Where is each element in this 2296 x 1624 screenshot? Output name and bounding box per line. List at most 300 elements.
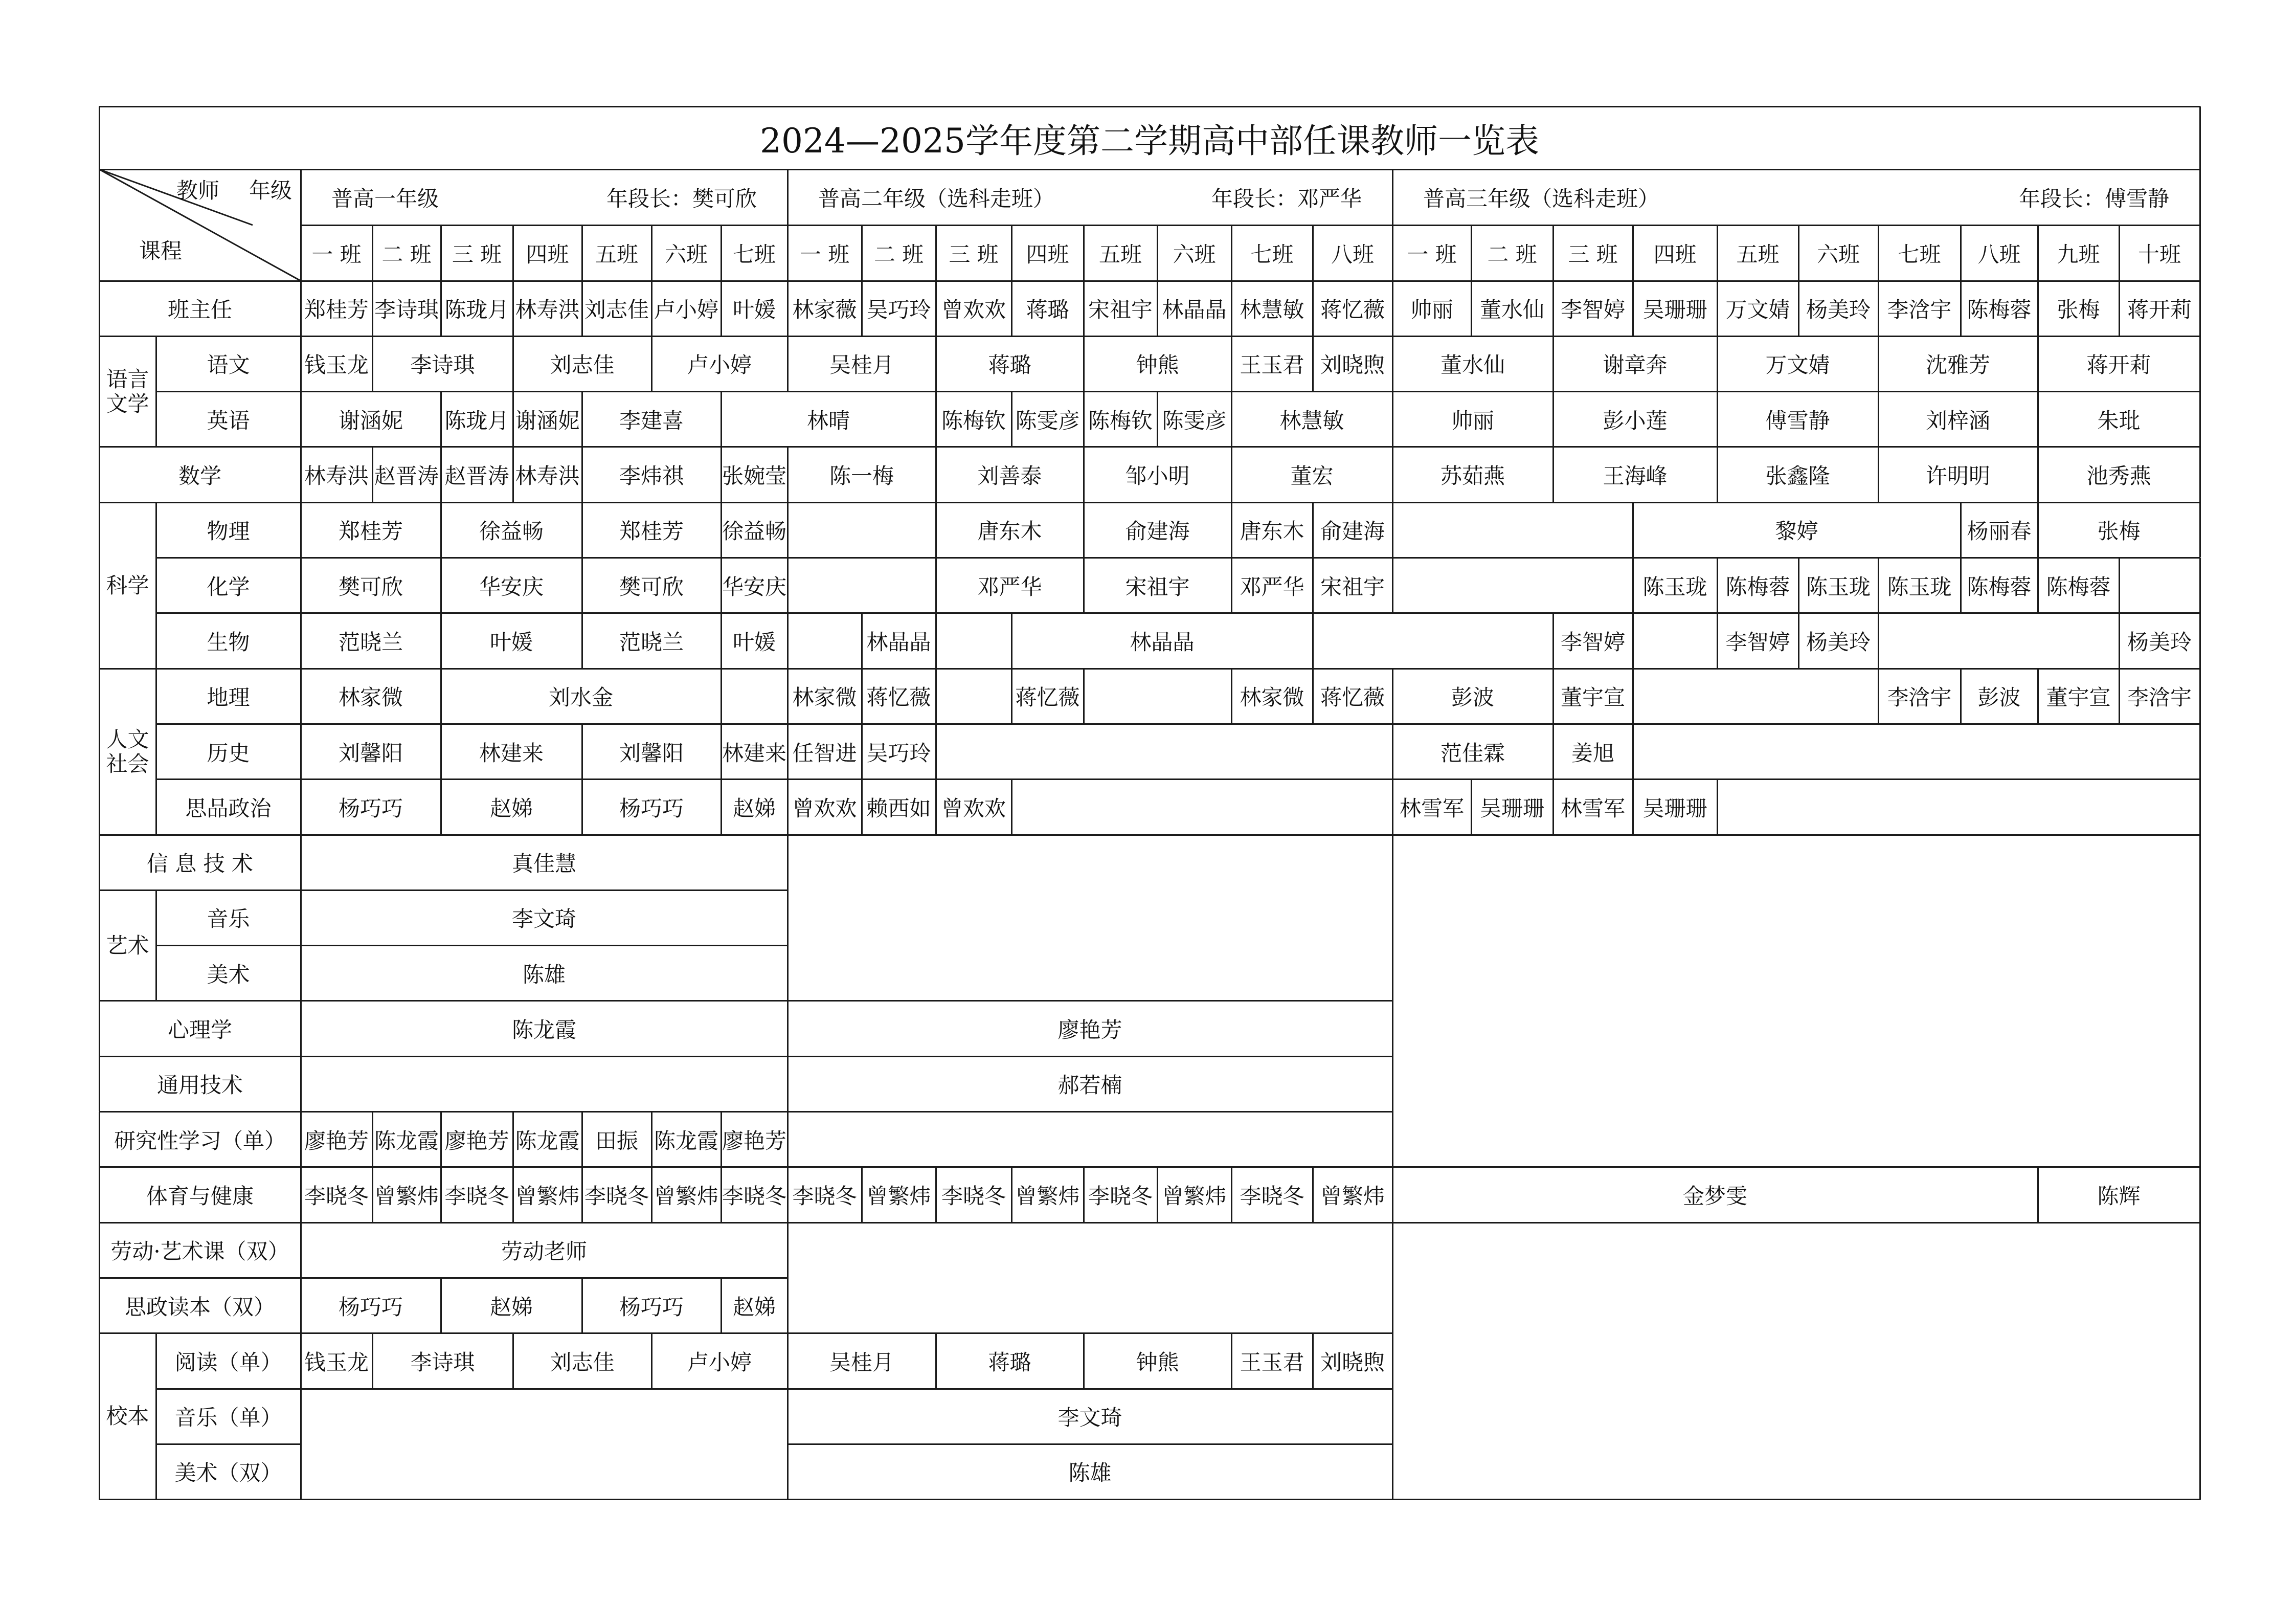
teacher-cell: 廖艳芳 [1057, 1017, 1122, 1043]
grid-line [1392, 834, 2200, 836]
teacher-cell: 范晓兰 [338, 629, 403, 655]
grid-line [1878, 669, 1879, 724]
teacher-cell: 邹小明 [1125, 463, 1190, 489]
row-label: 英语 [207, 408, 250, 433]
teacher-cell: 刘晓煦 [1320, 1349, 1385, 1375]
teacher-cell: 张婉莹 [722, 463, 786, 489]
row-label: 体育与健康 [146, 1183, 254, 1209]
teacher-cell: 卢小婷 [687, 1349, 752, 1375]
teacher-cell: 李晓冬 [941, 1183, 1006, 1209]
row-label: 数学 [178, 463, 221, 489]
teacher-cell: 刘梓涵 [1925, 408, 1990, 433]
row-label: 音乐（单） [174, 1405, 282, 1431]
teacher-cell: 陈雯彦 [1015, 408, 1080, 433]
teacher-cell: 傅雪静 [1765, 408, 1830, 433]
grid-line [721, 723, 787, 725]
grade-name: 普高一年级 [331, 186, 439, 211]
grid-line [2119, 558, 2120, 613]
teacher-cell: 叶媛 [489, 629, 533, 655]
teacher-cell: 杨美玲 [2127, 629, 2192, 655]
teacher-cell: 华安庆 [722, 574, 786, 599]
row-label: 班主任 [167, 297, 232, 323]
grid-line [1717, 780, 1718, 835]
teacher-cell: 叶媛 [732, 629, 776, 655]
teacher-cell: 郝若楠 [1057, 1073, 1122, 1098]
teacher-cell: 唐东木 [977, 519, 1042, 544]
teacher-cell: 沈雅芳 [1925, 352, 1990, 378]
grid-line [787, 835, 789, 1001]
teacher-cell: 杨巧巧 [619, 795, 684, 821]
row-label: 信 息 技 术 [146, 851, 254, 877]
teacher-cell: 任智进 [792, 740, 857, 766]
teacher-cell: 赵娣 [732, 795, 776, 821]
row-group-label: 艺术 [106, 932, 149, 958]
teacher-cell: 刘志佳 [584, 297, 649, 323]
teacher-cell: 谢章奔 [1603, 352, 1668, 378]
teacher-cell: 俞建海 [1125, 519, 1190, 544]
teacher-cell: 曾繁炜 [1320, 1183, 1385, 1209]
grid-line [787, 1056, 789, 1111]
teacher-cell: 李智婷 [1560, 629, 1625, 655]
teacher-cell: 陈雯彦 [1162, 408, 1227, 433]
teacher-cell: 刘晓煦 [1320, 352, 1385, 378]
teacher-cell: 赵娣 [489, 795, 533, 821]
teacher-cell: 李晓冬 [1088, 1183, 1153, 1209]
teacher-cell: 李诗琪 [410, 352, 475, 378]
grid-line [1633, 668, 1878, 670]
teacher-cell: 许明明 [1925, 463, 1990, 489]
row-group-label: 人文社会 [106, 726, 149, 776]
teacher-cell: 刘水金 [548, 685, 613, 710]
grid-line [787, 1222, 1392, 1223]
teacher-cell: 陈梅蓉 [2046, 574, 2111, 599]
class-header: 八班 [1331, 241, 1374, 267]
class-header: 五班 [1098, 241, 1142, 267]
teacher-cell: 曾繁炜 [654, 1183, 718, 1209]
teacher-cell: 王玉君 [1240, 352, 1304, 378]
teacher-cell: 蒋开莉 [2127, 297, 2192, 323]
grid-line [787, 1166, 1392, 1168]
row-label: 劳动·艺术课（双） [110, 1239, 289, 1264]
teacher-cell: 陈梅钦 [1088, 408, 1153, 433]
teacher-cell: 卢小婷 [654, 297, 718, 323]
teacher-cell: 黎婷 [1775, 519, 1818, 544]
teacher-cell: 郑桂芳 [304, 297, 369, 323]
class-header: 五班 [595, 241, 638, 267]
grid-line [787, 502, 936, 503]
teacher-cell: 杨美玲 [1806, 629, 1871, 655]
grid-line [1392, 724, 1393, 779]
grid-line [2199, 1222, 2201, 1500]
teacher-cell: 宋祖宇 [1088, 297, 1153, 323]
row-label: 研究性学习（单） [114, 1128, 286, 1153]
class-header: 六班 [1173, 241, 1216, 267]
grid-line [301, 1056, 787, 1057]
teacher-cell: 林家微 [1240, 685, 1304, 710]
grid-line [1632, 724, 1634, 779]
teacher-cell: 林晶晶 [866, 629, 931, 655]
teacher-cell: 劳动老师 [501, 1239, 587, 1264]
grid-line [1392, 1166, 2200, 1168]
teacher-cell: 陈玉珑 [1806, 574, 1871, 599]
teacher-cell: 万文婧 [1725, 297, 1790, 323]
teacher-cell: 钟熊 [1136, 1349, 1179, 1375]
teacher-cell: 樊可欣 [619, 574, 684, 599]
row-group-label: 语言文学 [106, 366, 149, 416]
teacher-cell: 李智婷 [1560, 297, 1625, 323]
grade-leader: 年段长：傅雪静 [2018, 186, 2169, 211]
class-header: 一 班 [1407, 241, 1457, 267]
teacher-cell: 陈珑月 [444, 408, 509, 433]
grid-line [721, 668, 787, 670]
grid-line [1392, 558, 1393, 613]
grid-line [1878, 613, 1879, 669]
grid-line [1717, 613, 1718, 669]
grid-line [2119, 613, 2120, 669]
grid-line [787, 1222, 789, 1333]
teacher-cell: 樊可欣 [338, 574, 403, 599]
class-header: 二 班 [381, 241, 432, 267]
grid-line [787, 1111, 1392, 1113]
teacher-cell: 真佳慧 [511, 851, 576, 877]
corner-course-label: 课程 [139, 238, 183, 263]
row-label: 化学 [207, 574, 250, 599]
teacher-cell: 林家微 [338, 685, 403, 710]
grid-line [787, 1332, 1392, 1334]
teacher-cell: 林晶晶 [1162, 297, 1227, 323]
teacher-cell: 刘善泰 [977, 463, 1042, 489]
class-header: 七班 [1898, 241, 1941, 267]
row-label: 物理 [207, 519, 250, 544]
teacher-cell: 李诗琪 [410, 1349, 475, 1375]
teacher-cell: 林慧敏 [1240, 297, 1304, 323]
teacher-cell: 徐益畅 [479, 519, 544, 544]
teacher-cell: 姜旭 [1571, 740, 1614, 766]
grid-line [787, 834, 1392, 836]
row-label: 通用技术 [156, 1073, 243, 1098]
teacher-cell: 李文琦 [1057, 1405, 1122, 1431]
teacher-cell: 李诗琪 [374, 297, 439, 323]
teacher-cell: 陈玉珑 [1887, 574, 1952, 599]
teacher-cell: 谢涵妮 [515, 408, 580, 433]
grade-leader: 年段长：邓严华 [1211, 186, 1362, 211]
class-header: 四班 [526, 241, 569, 267]
class-header: 六班 [1816, 241, 1860, 267]
class-header: 八班 [1977, 241, 2021, 267]
teacher-cell: 林家微 [792, 685, 857, 710]
teacher-cell: 李炜祺 [619, 463, 684, 489]
grid-line [935, 669, 937, 724]
class-header: 三 班 [452, 241, 502, 267]
teacher-cell: 林建来 [722, 740, 786, 766]
teacher-cell: 邓严华 [977, 574, 1042, 599]
teacher-cell: 林雪军 [1560, 795, 1625, 821]
teacher-cell: 张鑫隆 [1765, 463, 1830, 489]
teacher-cell: 陈梅钦 [941, 408, 1006, 433]
teacher-cell: 刘馨阳 [619, 740, 684, 766]
grid-line [1011, 780, 1012, 835]
teacher-cell: 曾繁炜 [1015, 1183, 1080, 1209]
teacher-cell: 蒋璐 [988, 352, 1031, 378]
teacher-cell: 李建喜 [619, 408, 684, 433]
row-label: 思政读本（双） [124, 1294, 275, 1320]
class-header: 三 班 [949, 241, 999, 267]
teacher-cell: 吴珊珊 [1642, 297, 1707, 323]
teacher-cell: 赖西如 [866, 795, 931, 821]
teacher-cell: 唐东木 [1240, 519, 1304, 544]
teacher-cell: 林寿洪 [304, 463, 369, 489]
teacher-cell: 刘馨阳 [338, 740, 403, 766]
row-label: 美术（双） [174, 1460, 282, 1486]
teacher-cell: 曾欢欢 [941, 297, 1006, 323]
teacher-cell: 林寿洪 [515, 463, 580, 489]
grid-line [721, 669, 722, 724]
teacher-cell: 曾欢欢 [792, 795, 857, 821]
class-header: 六班 [664, 241, 708, 267]
teacher-cell: 吴巧玲 [866, 740, 931, 766]
grid-line [1632, 558, 1634, 613]
grid-line [861, 613, 863, 669]
teacher-cell: 曾繁炜 [866, 1183, 931, 1209]
teacher-cell: 董水仙 [1440, 352, 1505, 378]
teacher-cell: 华安庆 [479, 574, 544, 599]
teacher-cell: 彭波 [1977, 685, 2021, 710]
teacher-cell: 万文婧 [1765, 352, 1830, 378]
teacher-cell: 邓严华 [1240, 574, 1304, 599]
grid-line [787, 557, 936, 559]
teacher-cell: 彭小莲 [1603, 408, 1668, 433]
teacher-cell: 曾欢欢 [941, 795, 1006, 821]
grid-line [2199, 724, 2201, 779]
teacher-cell: 范佳霖 [1440, 740, 1505, 766]
teacher-cell: 杨巧巧 [338, 795, 403, 821]
teacher-cell: 卢小婷 [687, 352, 752, 378]
grid-line [2199, 558, 2201, 613]
teacher-cell: 朱玭 [2097, 408, 2141, 433]
teacher-cell: 吴珊珊 [1479, 795, 1544, 821]
teacher-cell: 张梅 [2097, 519, 2141, 544]
class-header: 二 班 [873, 241, 924, 267]
corner-grade-label: 年级 [249, 178, 292, 203]
grid-line [935, 558, 937, 613]
teacher-cell: 林晴 [806, 408, 850, 433]
grid-line [1878, 612, 2119, 614]
teacher-cell: 蒋忆薇 [1015, 685, 1080, 710]
teacher-cell: 陈梅蓉 [1967, 297, 2032, 323]
grid-line [935, 724, 937, 779]
grid-line [1392, 1499, 2200, 1500]
teacher-cell: 谢涵妮 [338, 408, 403, 433]
grid-line [2119, 557, 2200, 559]
teacher-cell: 林家薇 [792, 297, 857, 323]
grid-line [787, 1389, 789, 1500]
teacher-cell: 刘志佳 [550, 352, 615, 378]
grid-line [787, 668, 862, 670]
teacher-cell: 吴桂月 [829, 352, 894, 378]
teacher-cell: 蒋开莉 [2086, 352, 2151, 378]
teacher-cell: 蒋忆薇 [866, 685, 931, 710]
grid-line [2199, 780, 2201, 835]
teacher-cell: 陈雄 [1068, 1460, 1112, 1486]
class-header: 七班 [1250, 241, 1294, 267]
teacher-cell: 李晓冬 [722, 1183, 786, 1209]
teacher-cell: 金梦雯 [1682, 1183, 1747, 1209]
row-label: 历史 [207, 740, 250, 766]
teacher-cell: 吴桂月 [829, 1349, 894, 1375]
teacher-cell: 李晓冬 [444, 1183, 509, 1209]
row-label: 语文 [207, 352, 250, 378]
grid-line [1633, 723, 2200, 725]
grid-line [1392, 502, 1633, 503]
teacher-cell: 董水仙 [1479, 297, 1544, 323]
teacher-cell: 蒋璐 [988, 1349, 1031, 1375]
grid-line [936, 668, 1011, 670]
teacher-cell: 钱玉龙 [304, 1349, 369, 1375]
teacher-cell: 陈梅蓉 [1967, 574, 2032, 599]
teacher-cell: 叶媛 [732, 297, 776, 323]
teacher-cell: 郑桂芳 [338, 519, 403, 544]
teacher-cell: 吴珊珊 [1642, 795, 1707, 821]
teacher-cell: 彭波 [1451, 685, 1494, 710]
grid-line [787, 1112, 789, 1167]
teacher-cell: 董宇宣 [1560, 685, 1625, 710]
grid-line [936, 723, 1392, 725]
teacher-cell: 赵晋涛 [374, 463, 439, 489]
teacher-cell: 杨丽春 [1967, 519, 2032, 544]
teacher-cell: 陈珑月 [444, 297, 509, 323]
teacher-cell: 李晓冬 [1240, 1183, 1304, 1209]
teacher-cell: 田振 [595, 1128, 638, 1153]
teacher-cell: 廖艳芳 [304, 1128, 369, 1153]
teacher-cell: 廖艳芳 [722, 1128, 786, 1153]
row-label: 思品政治 [185, 795, 272, 821]
grid-line [787, 669, 789, 724]
teacher-cell: 董宏 [1290, 463, 1334, 489]
teacher-cell: 陈雄 [522, 962, 566, 987]
teacher-cell: 陈龙霞 [374, 1128, 439, 1153]
teacher-cell: 赵娣 [732, 1294, 776, 1320]
teacher-cell: 林建来 [479, 740, 544, 766]
class-header: 一 班 [799, 241, 850, 267]
page-title: 2024—2025学年度第二学期高中部任课教师一览表 [760, 121, 1539, 161]
teacher-cell: 赵晋涛 [444, 463, 509, 489]
class-header: 九班 [2057, 241, 2100, 267]
teacher-cell: 李浛宇 [1887, 685, 1952, 710]
teacher-cell: 李智婷 [1725, 629, 1790, 655]
row-group-label: 校本 [106, 1404, 149, 1429]
class-header: 五班 [1736, 241, 1780, 267]
grid-line [301, 1499, 787, 1500]
teacher-cell: 陈龙霞 [654, 1128, 718, 1153]
teacher-cell: 王玉君 [1240, 1349, 1304, 1375]
teacher-cell: 李晓冬 [304, 1183, 369, 1209]
teacher-cell: 王海峰 [1603, 463, 1668, 489]
row-label: 心理学 [167, 1017, 232, 1043]
teacher-cell: 杨美玲 [1806, 297, 1871, 323]
teacher-cell: 林慧敏 [1279, 408, 1344, 433]
class-header: 四班 [1026, 241, 1069, 267]
class-header: 二 班 [1487, 241, 1537, 267]
grid-line [787, 612, 862, 614]
teacher-cell: 曾繁炜 [515, 1183, 580, 1209]
teacher-cell: 徐益畅 [722, 519, 786, 544]
teacher-cell: 李晓冬 [584, 1183, 649, 1209]
grid-line [787, 558, 789, 613]
class-header: 十班 [2137, 241, 2181, 267]
grid-line [1231, 669, 1232, 724]
grid-line [1313, 612, 1553, 614]
teacher-cell: 陈辉 [2097, 1183, 2141, 1209]
teacher-cell: 宋祖宇 [1320, 574, 1385, 599]
row-group-label: 科学 [106, 572, 149, 598]
grid-line [1632, 669, 1634, 724]
teacher-cell: 杨巧巧 [619, 1294, 684, 1320]
teacher-cell: 池秀燕 [2086, 463, 2151, 489]
grid-line [1313, 668, 1553, 670]
class-header: 三 班 [1568, 241, 1618, 267]
grid-line [1392, 1222, 2200, 1223]
teacher-cell: 苏茹燕 [1440, 463, 1505, 489]
row-label: 阅读（单） [174, 1349, 282, 1375]
grid-line [1552, 613, 1554, 669]
grid-line [1312, 613, 1314, 669]
grid-line [1878, 668, 2119, 670]
class-header: 四班 [1653, 241, 1697, 267]
teacher-cell: 宋祖宇 [1125, 574, 1190, 599]
teacher-cell: 陈龙霞 [511, 1017, 576, 1043]
teacher-cell: 蒋璐 [1026, 297, 1069, 323]
grid-line [2199, 835, 2201, 1167]
teacher-cell: 曾繁炜 [1162, 1183, 1227, 1209]
grid-line [1084, 668, 1231, 670]
grid-line [1392, 780, 1393, 835]
grid-line [1633, 612, 1717, 614]
grid-line [1632, 613, 1634, 669]
grid-line [2119, 612, 2200, 614]
teacher-cell: 张梅 [2057, 297, 2100, 323]
grid-line [1392, 557, 1633, 559]
teacher-cell: 杨巧巧 [338, 1294, 403, 1320]
teacher-cell: 陈梅蓉 [1725, 574, 1790, 599]
grid-line [1392, 835, 1393, 1167]
teacher-cell: 钟熊 [1136, 352, 1179, 378]
teacher-cell: 李浛宇 [2127, 685, 2192, 710]
grade-leader: 年段长：樊可欣 [606, 186, 757, 211]
grid-line [1717, 778, 2200, 780]
grid-line [1083, 669, 1085, 724]
teacher-cell: 李晓冬 [792, 1183, 857, 1209]
teacher-cell: 赵娣 [489, 1294, 533, 1320]
teacher-cell: 董宇宣 [2046, 685, 2111, 710]
teacher-cell: 帅丽 [1451, 408, 1494, 433]
grade-name: 普高三年级（选科走班） [1423, 186, 1660, 211]
teacher-cell: 廖艳芳 [444, 1128, 509, 1153]
teacher-cell: 李浛宇 [1887, 297, 1952, 323]
grade-name: 普高二年级（选科走班） [818, 186, 1055, 211]
teacher-cell: 钱玉龙 [304, 352, 369, 378]
teacher-cell: 陈一梅 [829, 463, 894, 489]
teacher-cell: 蒋忆薇 [1320, 685, 1385, 710]
grid-line [1011, 669, 1012, 724]
teacher-cell: 蒋忆薇 [1320, 297, 1385, 323]
teacher-cell: 李文琦 [511, 906, 576, 932]
teacher-cell: 范晓兰 [619, 629, 684, 655]
grid-line [1011, 778, 1392, 780]
row-label: 音乐 [207, 906, 250, 932]
teacher-cell: 林寿洪 [515, 297, 580, 323]
row-label: 美术 [207, 962, 250, 987]
teacher-cell: 郑桂芳 [619, 519, 684, 544]
